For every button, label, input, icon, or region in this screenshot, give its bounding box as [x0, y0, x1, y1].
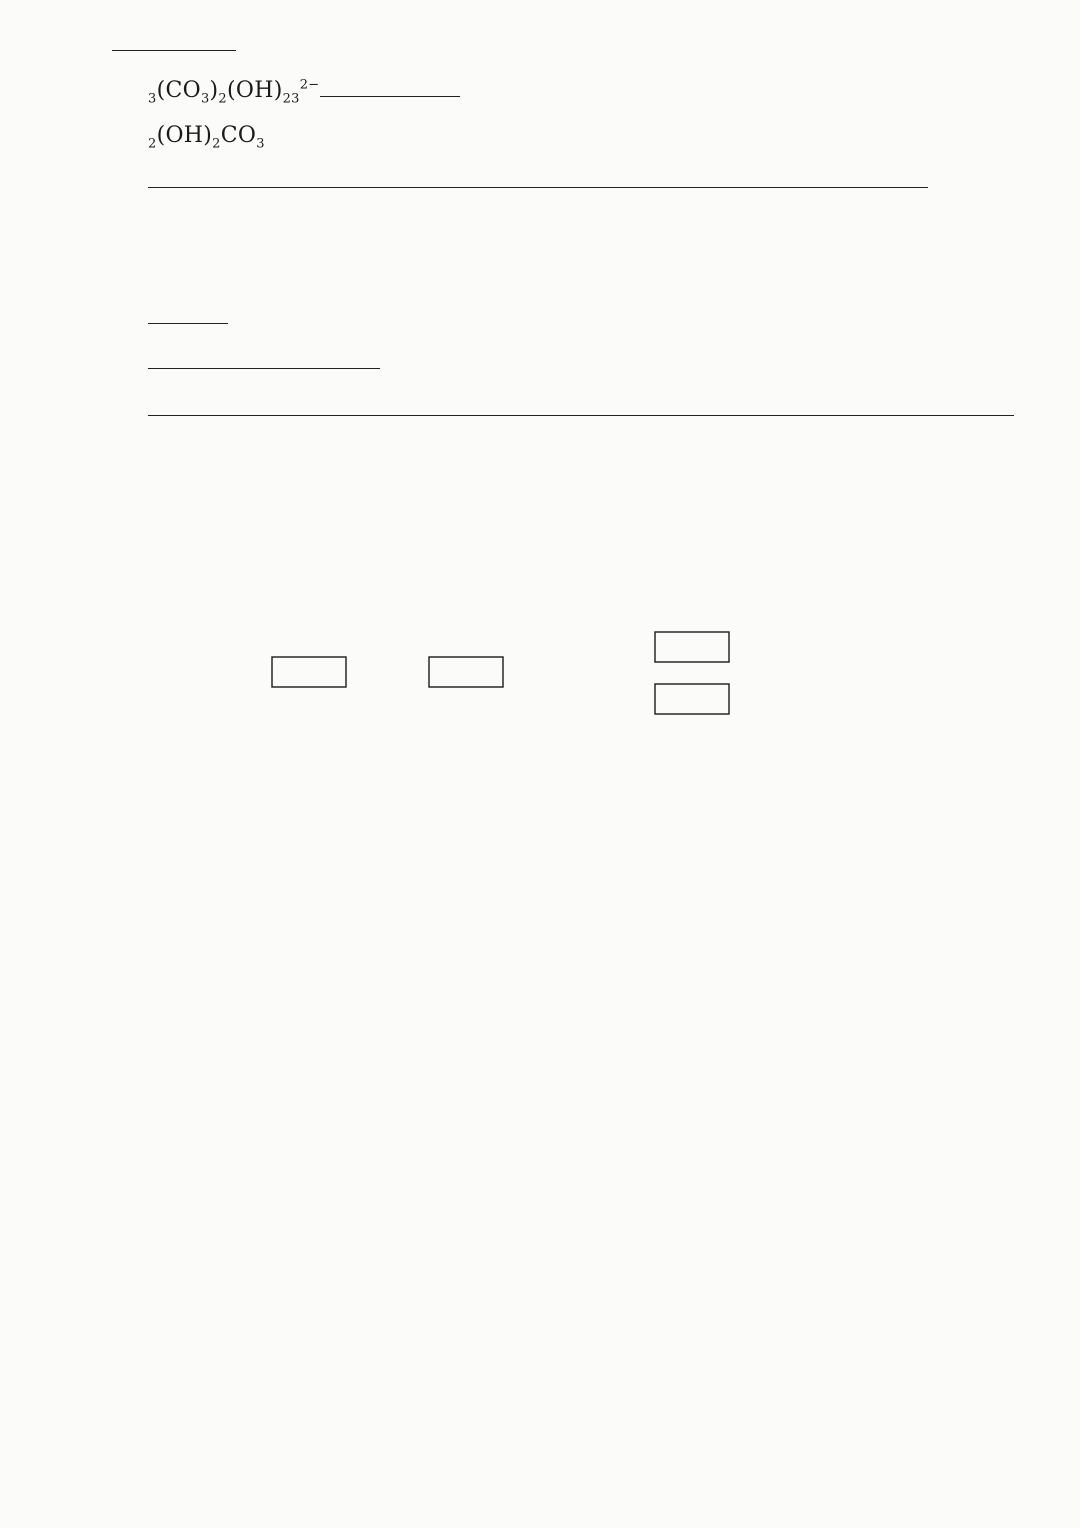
q16-2-line4: [148, 348, 380, 378]
q16-1-line3: $_2(OH)_2CO_3$: [148, 123, 265, 152]
q16-2-line5: [148, 395, 1014, 425]
box-leach2: [429, 657, 503, 687]
flowchart: [150, 568, 870, 776]
q16-1-line1: [112, 30, 236, 60]
q16-2-line3: [148, 303, 228, 333]
q16-1-line4: [148, 167, 928, 197]
box-leach3: [655, 632, 729, 662]
box-leach1: [272, 657, 346, 687]
q16-1-line2: $_3(CO_3)_2(OH)_{23}^{2-}$: [148, 76, 460, 106]
box-reduce: [655, 684, 729, 714]
